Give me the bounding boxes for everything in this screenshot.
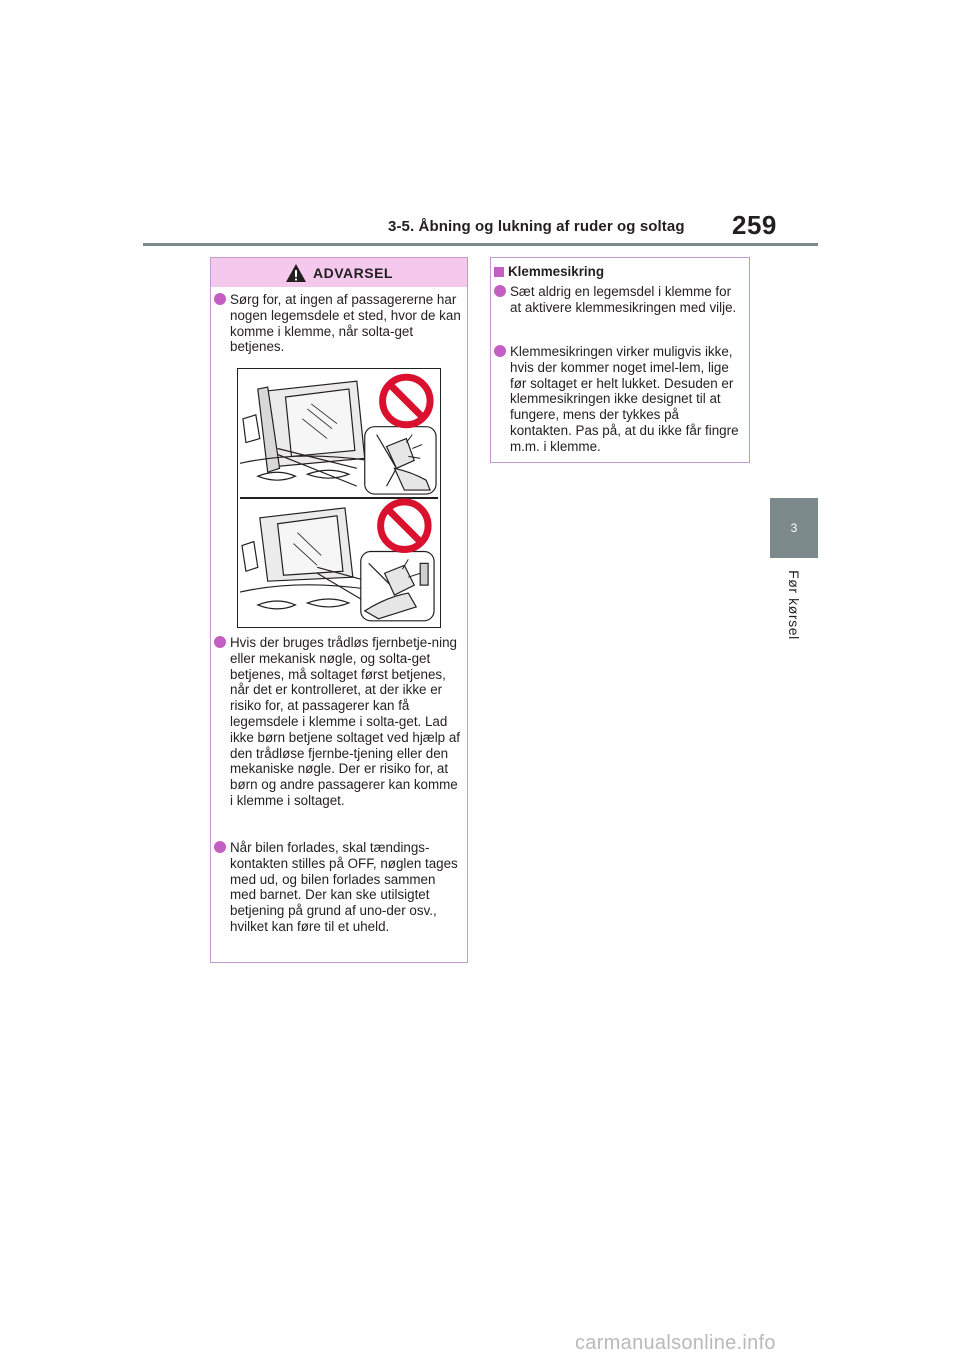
jam-protection-bullet-1: Sæt aldrig en legemsdel i klemme for at aktivere klemmesikringen med vilje. (491, 284, 743, 316)
upper-scene (240, 381, 369, 486)
section-title: 3-5. Åbning og lukning af ruder og soltag (388, 218, 685, 235)
upper-zoom-circle (365, 427, 436, 494)
warning-bullet-2: Hvis der bruges trådløs fjernbetje-ning eller mekanisk nøgle, og solta-get betjenes, må soltaget først betjenes, når det er kontrolleret, at der ikke er risiko for, at passagerer kan få legemsdele i klemme i solta-get. Lad ikke børn betjene soltaget ved hjælp af den trådløse fjernbe-tjening eller den mekaniske nøgle. Der er risiko for, at børn og andre passagerer kan komme i klemme i soltaget. (211, 635, 461, 809)
bullet-dot-icon (494, 285, 506, 297)
footer-watermark[interactable]: carmanualsonline.info (575, 1332, 776, 1354)
warning-title: ADVARSEL (313, 264, 393, 281)
warning-bullet-3: Når bilen forlades, skal tændings-kontakten stilles på OFF, nøglen tages med ud, og bilen forlades sammen med barnet. Der kan ske utilsigtet betjening på grund af uno-der osv., hvilket kan føre til et uheld. (211, 840, 461, 935)
sunroof-pinch-illustration (237, 368, 441, 628)
warning-box (210, 257, 468, 963)
lower-zoom-circle (361, 551, 434, 620)
prohibition-icon (383, 377, 431, 425)
warning-triangle-icon (285, 263, 307, 283)
bullet-dot-icon (214, 293, 226, 305)
prohibition-icon (381, 502, 429, 550)
page-number: 259 (732, 210, 777, 240)
warning-bullet-1: Sørg for, at ingen af passagererne har nogen legemsdele et sted, hvor de kan komme i klemme, når solta-get betjenes. (211, 292, 461, 355)
bullet-dot-icon (214, 636, 226, 648)
jam-protection-bullet-2: Klemmesikringen virker muligvis ikke, hvis der kommer noget imel-lem, lige før soltaget er helt lukket. Desuden er klemmesikringen ikke designet til at fungere, mens der tykkes på kontakten. Pas på, at du ikke får fingre m.m. i klemme. (491, 344, 743, 455)
chapter-label: Før kørsel (786, 570, 802, 640)
bullet-dot-icon (214, 841, 226, 853)
jam-protection-heading: Klemmesikring (494, 264, 604, 279)
chapter-number: 3 (790, 521, 798, 535)
jam-protection-box (490, 257, 750, 463)
header-divider (143, 243, 818, 246)
lower-scene (240, 508, 367, 609)
square-bullet-icon (494, 267, 504, 277)
chapter-tab[interactable] (770, 498, 818, 558)
warning-header (211, 258, 467, 287)
bullet-dot-icon (494, 345, 506, 357)
